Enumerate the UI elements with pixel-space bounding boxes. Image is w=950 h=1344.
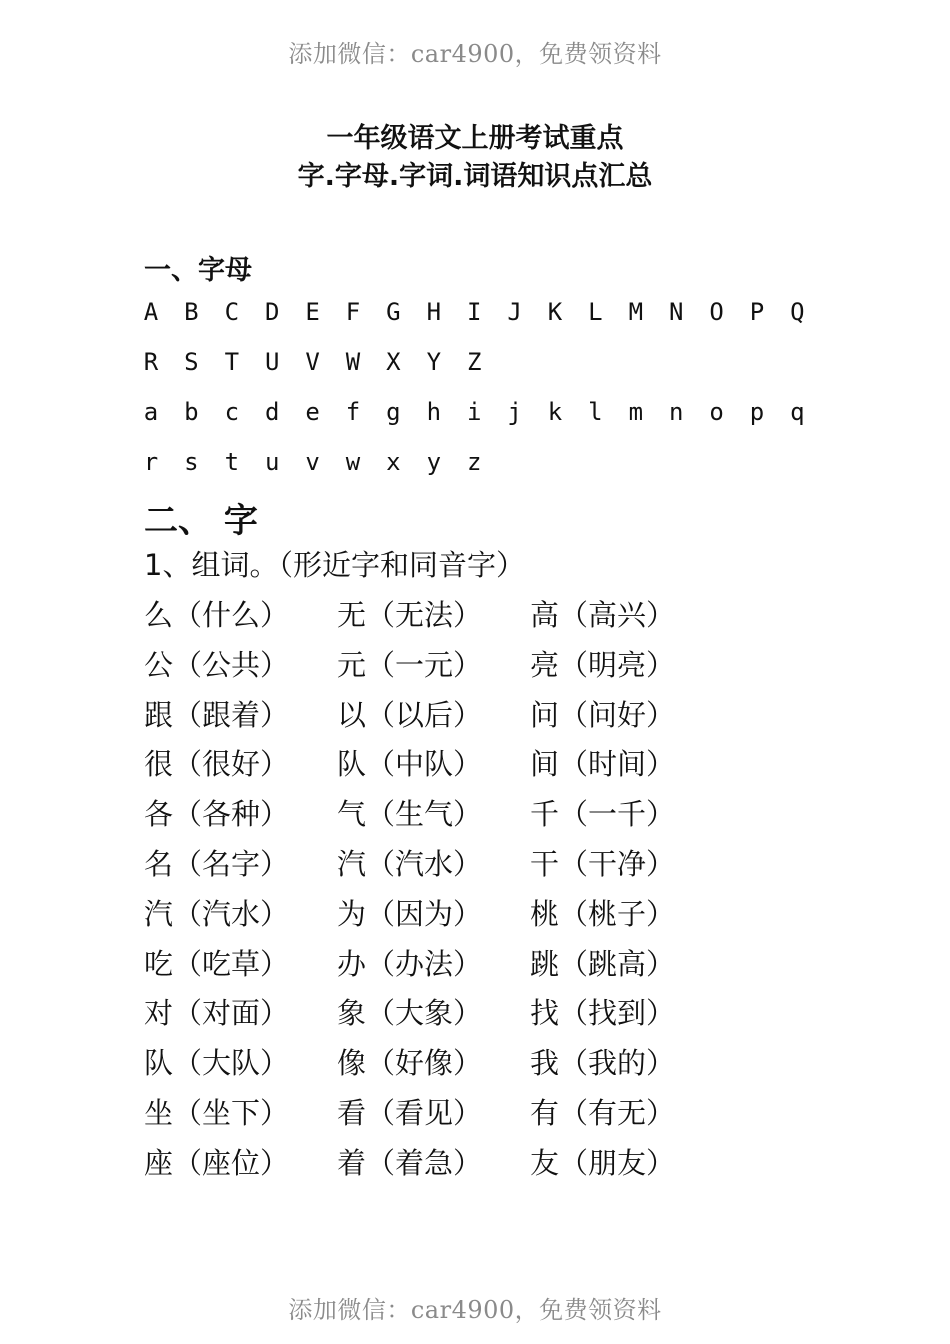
word-entry: 队（大队） [144, 1046, 290, 1081]
letter: V [305, 348, 320, 376]
watermark-bottom: 添加微信：car4900，免费领资料 [288, 1296, 662, 1324]
word-entry: 么（什么） [144, 598, 290, 632]
word-entry: 友（朋友） [530, 1145, 676, 1180]
word-entry: 无（无法） [337, 598, 483, 632]
letter: Y [426, 348, 442, 376]
letter: T [224, 348, 240, 376]
word-entry: 吃（吃草） [144, 946, 290, 981]
letter: Z [466, 348, 482, 376]
word-entry: 干（干净） [530, 847, 676, 881]
letter: j [507, 398, 522, 426]
letter: t [224, 448, 240, 476]
letter: I [466, 298, 482, 326]
word-entry: 像（好像） [337, 1046, 483, 1081]
letter: v [305, 448, 320, 476]
letter: M [628, 298, 644, 326]
word-entry: 队（中队） [337, 747, 483, 782]
word-entry: 很（很好） [144, 747, 290, 782]
letter: x [386, 448, 401, 476]
word-entry: 汽（汽水） [337, 847, 483, 881]
page-subtitle: 字.字母.字词.词语知识点汇总 [297, 161, 653, 192]
letter: y [426, 448, 442, 476]
letter: L [588, 298, 603, 326]
word-entry: 以（以后） [337, 697, 483, 732]
word-entry: 为（因为） [337, 896, 483, 931]
section-heading-characters: 二、 字 [144, 501, 258, 541]
word-entry: 看（看见） [337, 1096, 483, 1130]
word-entry: 桃（桃子） [530, 896, 676, 931]
letter: C [224, 298, 240, 326]
letter: N [668, 298, 684, 326]
letter: H [426, 298, 442, 326]
letter: u [264, 448, 280, 476]
letter: J [507, 298, 522, 326]
word-entry: 象（大象） [337, 996, 483, 1031]
exercise-instruction: 1、组词。（形近字和同音字） [144, 548, 525, 582]
letter: K [547, 298, 563, 326]
letter: G [386, 298, 401, 326]
letter: a [143, 398, 159, 426]
word-entry: 间（时间） [530, 747, 676, 782]
word-entry: 找（找到） [530, 996, 676, 1031]
letter: Q [790, 298, 805, 326]
word-entry: 各（各种） [144, 797, 290, 832]
letter: m [628, 398, 644, 426]
word-entry: 公（公共） [144, 647, 290, 682]
word-entry: 问（问好） [530, 697, 676, 732]
letter: F [345, 298, 361, 326]
word-entry: 跟（跟着） [144, 697, 290, 732]
letter: i [466, 398, 482, 426]
word-entry: 坐（坐下） [144, 1096, 290, 1130]
letter: w [345, 448, 361, 476]
letter: O [709, 298, 724, 326]
letter: r [143, 448, 159, 476]
letter: c [224, 398, 240, 426]
letter: U [264, 348, 280, 376]
word-entry: 千（一千） [530, 797, 676, 832]
letter: d [264, 398, 280, 426]
page-title: 一年级语文上册考试重点 [326, 123, 624, 154]
letter: k [547, 398, 563, 426]
letter: D [264, 298, 280, 326]
word-entry: 有（有无） [530, 1096, 676, 1130]
section-heading-letters: 一、字母 [144, 255, 252, 286]
letter: s [184, 448, 199, 476]
word-entry: 汽（汽水） [144, 896, 290, 931]
word-entry: 着（着急） [337, 1145, 483, 1180]
letter: R [143, 348, 159, 376]
word-entry: 名（名字） [144, 847, 290, 881]
letter: b [184, 398, 199, 426]
word-entry: 高（高兴） [530, 598, 676, 632]
letter: S [184, 348, 199, 376]
letter: X [386, 348, 401, 376]
letter: W [345, 348, 361, 376]
letter: n [668, 398, 684, 426]
letter: h [426, 398, 442, 426]
letter: P [749, 298, 765, 326]
word-entry: 对（对面） [144, 996, 290, 1031]
word-entry: 气（生气） [337, 797, 483, 832]
letter: l [588, 398, 603, 426]
letter: q [790, 398, 805, 426]
letter: E [305, 298, 320, 326]
word-entry: 座（座位） [144, 1145, 290, 1180]
letter: g [386, 398, 401, 426]
letter: A [143, 298, 159, 326]
letter: B [184, 298, 199, 326]
word-entry: 元（一元） [337, 647, 483, 682]
letter: e [305, 398, 320, 426]
word-entry: 跳（跳高） [530, 946, 676, 981]
word-entry: 亮（明亮） [530, 647, 676, 682]
letter: z [466, 448, 482, 476]
letter: o [709, 398, 724, 426]
letter: f [345, 398, 361, 426]
letter: p [749, 398, 765, 426]
word-entry: 我（我的） [530, 1046, 676, 1081]
word-entry: 办（办法） [337, 946, 483, 981]
watermark-top: 添加微信：car4900，免费领资料 [288, 40, 662, 68]
